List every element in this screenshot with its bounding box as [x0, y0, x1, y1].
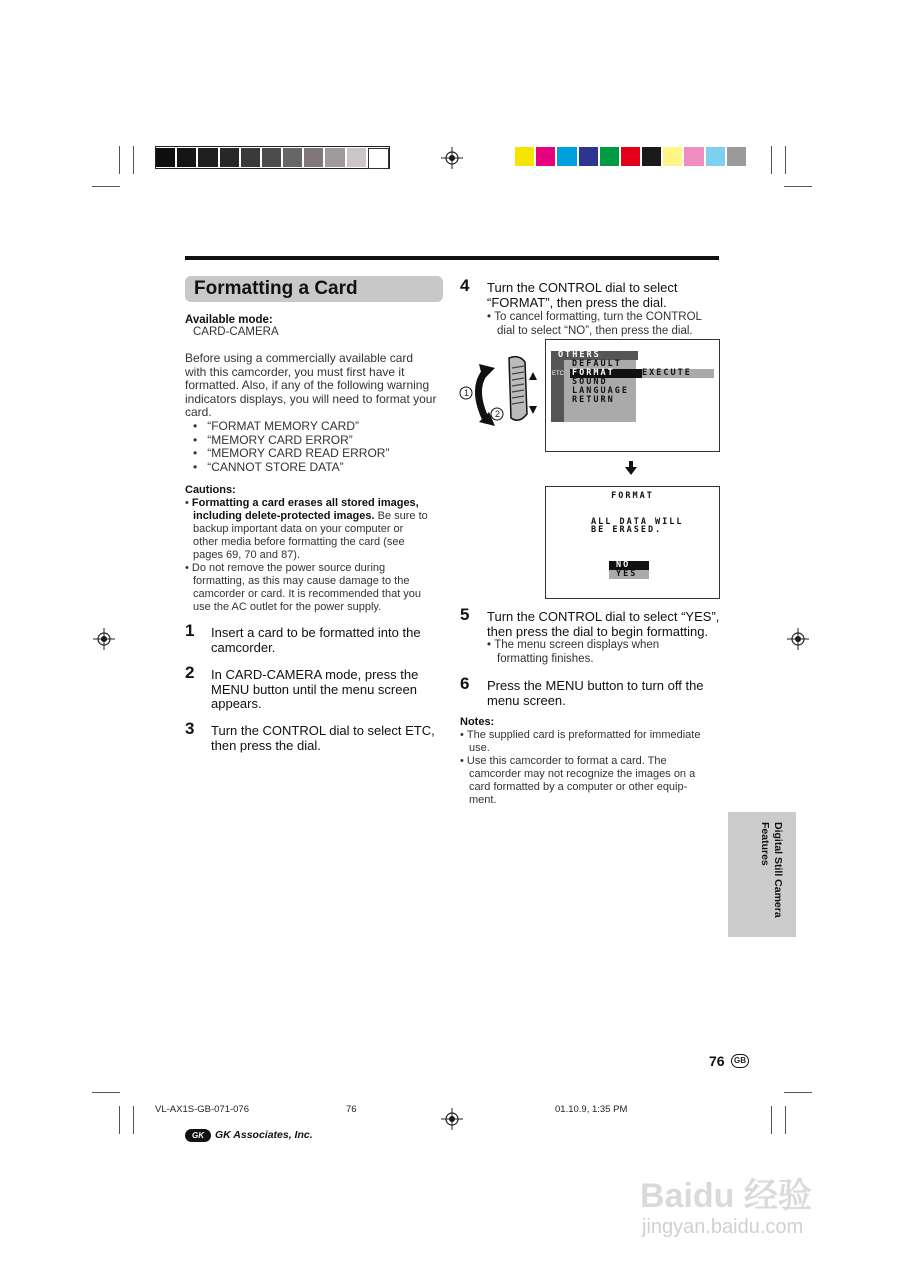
color-calibration-bar — [515, 146, 748, 167]
available-mode-label: Available mode: — [185, 314, 273, 326]
note-item: • The supplied card is preformatted for immediate use. • Use this camcorder to format a card. The camcorder may not recognize the images on a card formatted by a computer or other equip- ment. — [460, 729, 701, 806]
notes-label: Notes: — [460, 716, 495, 728]
step-3-text: Turn the CONTROL dial to select ETC, then press the dial. — [211, 723, 435, 753]
osd-option-no[interactable]: NO — [609, 561, 649, 570]
step-1-number: 1 — [185, 621, 195, 640]
calibration-swatch — [325, 148, 344, 167]
crop-mark — [785, 1106, 786, 1134]
footer-timestamp: 01.10.9, 1:35 PM — [555, 1104, 628, 1115]
osd-menu-header: OTHERS — [551, 351, 638, 360]
osd-confirm-title: FORMAT — [611, 491, 654, 501]
osd-menu-screen — [545, 339, 720, 452]
header-rule — [185, 256, 719, 260]
step-5-text: Turn the CONTROL dial to select “YES”, then press the dial to begin formatting. — [487, 609, 720, 639]
osd-menu-item: DEFAULT — [572, 359, 622, 369]
crop-mark — [133, 1106, 134, 1134]
chapter-side-tab: Digital Still Camera Features — [728, 812, 796, 937]
calibration-swatch — [241, 148, 260, 167]
region-badge: GB — [731, 1054, 749, 1068]
osd-confirm-screen — [545, 486, 720, 599]
crop-mark — [771, 1106, 772, 1134]
registration-target-icon — [441, 147, 463, 169]
list-item: • “CANNOT STORE DATA” — [193, 459, 344, 474]
dial-label-1: 1 — [463, 388, 469, 398]
intro-paragraph: Before using a commercially available card with this camcorder, you must first have it formatted. Also, if any of the following warning indicators displays, you will need to format your card. — [185, 351, 437, 420]
crop-mark — [784, 1092, 812, 1093]
company-name: GK Associates, Inc. — [215, 1129, 313, 1141]
gray-calibration-bar — [155, 146, 390, 169]
calibration-swatch — [706, 147, 725, 166]
step-4-number: 4 — [460, 276, 470, 295]
calibration-swatch — [283, 148, 302, 167]
dial-label-2: 2 — [494, 409, 500, 419]
step-4-subnote: • To cancel formatting, turn the CONTROL dial to select “NO”, then press the dial. — [487, 311, 702, 337]
osd-menu-item-selected: FORMAT — [570, 369, 642, 378]
osd-menu-item: RETURN — [572, 395, 615, 405]
crop-mark — [119, 146, 120, 174]
step-3-number: 3 — [185, 719, 195, 738]
crop-mark — [785, 146, 786, 174]
registration-target-icon — [787, 628, 809, 650]
osd-selected-value: EXECUTE — [642, 369, 714, 378]
calibration-swatch — [220, 148, 239, 167]
step-5-number: 5 — [460, 605, 470, 624]
osd-side-icon-strip — [551, 360, 564, 422]
calibration-swatch — [642, 147, 661, 166]
list-item: • “MEMORY CARD READ ERROR” — [193, 446, 390, 461]
crop-mark — [92, 186, 120, 187]
crop-mark — [784, 186, 812, 187]
list-item: • “FORMAT MEMORY CARD” — [193, 419, 359, 433]
footer-doc-id: VL-AX1S-GB-071-076 — [155, 1104, 249, 1115]
calibration-swatch — [156, 148, 175, 167]
step-6-number: 6 — [460, 674, 470, 693]
crop-mark — [92, 1092, 120, 1093]
calibration-swatch — [684, 147, 703, 166]
watermark-brand: Baidu 经验 — [640, 1177, 812, 1215]
calibration-swatch — [368, 148, 389, 169]
arrow-down-icon — [624, 461, 638, 475]
step-2-text: In CARD-CAMERA mode, press the MENU button until the menu screen appears. — [211, 667, 419, 711]
calibration-swatch — [727, 147, 746, 166]
calibration-swatch — [536, 147, 555, 166]
osd-confirm-message-line: ALL DATA WILL — [591, 517, 684, 527]
osd-etc-label: ETC — [552, 371, 564, 377]
registration-target-icon — [93, 628, 115, 650]
available-mode-value: CARD-CAMERA — [193, 326, 279, 338]
calibration-swatch — [621, 147, 640, 166]
cautions-label: Cautions: — [185, 484, 236, 496]
calibration-swatch — [304, 148, 323, 167]
warning-list — [193, 420, 443, 474]
page-number: 76 — [709, 1053, 725, 1069]
osd-menu-item: SOUND — [572, 377, 608, 387]
step-1-text: Insert a card to be formatted into the camcorder. — [211, 625, 421, 655]
calibration-swatch — [347, 148, 366, 167]
section-title: Formatting a Card — [194, 278, 358, 299]
osd-menu-item: LANGUAGE — [572, 386, 629, 396]
crop-mark — [133, 146, 134, 174]
calibration-swatch — [579, 147, 598, 166]
registration-target-icon — [441, 1108, 463, 1130]
step-4-text: Turn the CONTROL dial to select “FORMAT”, then press the dial. — [487, 280, 678, 310]
step-2-number: 2 — [185, 663, 195, 682]
footer-page: 76 — [346, 1104, 357, 1115]
step-6-text: Press the MENU button to turn off the menu screen. — [487, 678, 704, 708]
calibration-swatch — [262, 148, 281, 167]
section-title-bar — [185, 276, 443, 302]
osd-confirm-message-line: BE ERASED. — [591, 525, 663, 535]
step-5-subnote: • The menu screen displays when formatting finishes. — [487, 639, 660, 665]
osd-option-yes[interactable]: YES — [609, 570, 649, 579]
caution-item: • Formatting a card erases all stored images, including delete-protected images. Be sure to backup important data on your computer or other media before formatting the card (see pages 69, 70 and 87). — [185, 497, 428, 561]
calibration-swatch — [600, 147, 619, 166]
company-logo: GK — [185, 1129, 211, 1142]
crop-mark — [119, 1106, 120, 1134]
watermark-url: jingyan.baidu.com — [642, 1216, 804, 1238]
calibration-swatch — [663, 147, 682, 166]
calibration-swatch — [198, 148, 217, 167]
calibration-swatch — [177, 148, 196, 167]
crop-mark — [771, 146, 772, 174]
list-item: • “MEMORY CARD ERROR” — [193, 432, 353, 447]
calibration-swatch — [557, 147, 576, 166]
caution-item: • Do not remove the power source during formatting, as this may cause damage to the camcorder or card. It is recommended that you use the AC outlet for the power supply. — [185, 562, 422, 613]
calibration-swatch — [515, 147, 534, 166]
